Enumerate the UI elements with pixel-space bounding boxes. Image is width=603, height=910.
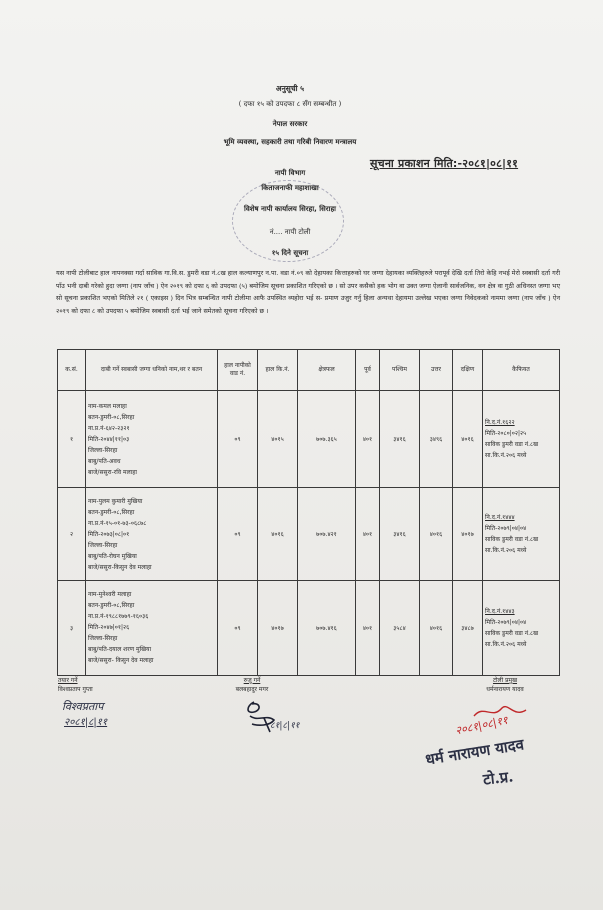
cell-serial: ३ xyxy=(58,580,86,675)
cell-kitta: ४०१५ xyxy=(258,391,298,488)
cell-ward: ०९ xyxy=(218,580,258,675)
notice-body: यस नापी टोलीबाट हाल नापनक्सा गर्दा साविक गा.वि.स. डुमरी वडा नं.८ख हाल कल्याणपुर न.पा. वडा नं.०९ को देहायका कित्ताहरुको घर जग्गा देहायका व्यक्तिहरुले परापूर्व देखि दर्ता तिरो केहि नभई मेरो स्वबासी दर्ता गरी पाँउ भनी दाबी गरेको हुदा जग्गा (नाप जाँच ) ऐन २०१९ को दफा ६ को उपदफा (५) बमोजिम सूचना प्रकाशित गरिएको छ । सो उपर कसैको हक भोग वा उक्त जग्गा ऐलानी सार्वजनिक, वन क्षेत्र वा गुठी अधिनस्त जग्गा भए सो सूचना प्रकाशित भएको मितिले २१ ( एकाइस ) दिन भित्र सम्बन्धित नापी टोलीमा आफै उपस्थित व्यहोरा भई स- प्रमाण उजुर गर्नु हिला अन्यथा देहायमा उल्लेख भएका जग्गा निवेदकको नाममा जग्गा (नाप जाँच ) ऐन २०१९ को दफा ८ को उपदफा ५ बमोजिम स्वबासी दर्ता भई जाने समेतको सूचना गरिएको छ । xyxy=(56,269,560,315)
table-row xyxy=(58,580,560,675)
remark-ward: साविक डुमरी वडा नं.८ख xyxy=(485,536,539,543)
remark-parcel: सा.कि.नं.२०६ मध्ये xyxy=(485,547,527,554)
cell-west: ३५८४ xyxy=(380,580,420,675)
cell-east: ४०१ xyxy=(356,488,380,581)
remark-date: मिति-२०८०|०२|२५ xyxy=(485,430,527,437)
cell-south: ३४८७ xyxy=(453,580,483,675)
schedule-heading: अनुसूची ५ xyxy=(275,84,305,93)
cell-north: ४०१६ xyxy=(420,488,453,581)
cell-claimant xyxy=(86,580,218,675)
survey-team: नं.... नापी टोली xyxy=(269,228,311,236)
claimant-grandfather: बाजे/ससुरा- किसुन देव मलाहा xyxy=(88,657,154,665)
cell-kitta: ४०१७ xyxy=(258,580,298,675)
prepared-by-block xyxy=(58,676,93,694)
cell-serial: २ xyxy=(58,488,86,581)
claimant-district: जिल्ला-सिरहा xyxy=(88,635,118,643)
cell-west: ३४१६ xyxy=(380,391,420,488)
cell-area: ७०७.४२१ xyxy=(298,488,356,581)
cell-south: ४०१७ xyxy=(453,488,483,581)
team-chief-block xyxy=(455,676,555,694)
checked-name: बलबहादुर मगर xyxy=(235,686,269,693)
cell-north: ३४९६ xyxy=(420,391,453,488)
cell-claimant xyxy=(86,391,218,488)
claimant-district: जिल्ला-सिरहा xyxy=(88,541,118,549)
cell-remarks xyxy=(483,580,560,675)
remark-reference: नि.द.नं.१६२२ xyxy=(485,419,515,426)
chief-handwritten-name: धर्म नारायण यादव xyxy=(424,735,526,769)
claimant-name: नाम-पुलम कुमारी मुखिया xyxy=(88,497,143,505)
claimant-father: बाबु/पति-रोघन मुखिया xyxy=(88,552,137,560)
table-row xyxy=(58,488,560,581)
remark-ward: साविक डुमरी वडा नं.८ख xyxy=(485,441,539,448)
checked-date: ८१|८|११ xyxy=(270,721,300,731)
cell-remarks xyxy=(483,391,560,488)
cell-east: ४०१ xyxy=(356,580,380,675)
col-east: पूर्व xyxy=(356,350,380,391)
claimant-address: बतन-डुमरी-०८,सिरहा xyxy=(88,508,135,516)
claimant-district: जिल्ला-सिरहा xyxy=(88,446,118,454)
claimant-citizenship: ना.प्र.नं-६४२-२३२१ xyxy=(88,424,130,432)
cell-area: ७०७.३६५ xyxy=(298,391,356,488)
chief-label: टोली प्रमुख xyxy=(492,677,518,684)
claimant-date: मिति-२०७३|०८|०१ xyxy=(88,530,130,538)
notice-title: १५ दिने सूचना xyxy=(271,249,309,257)
col-ward: हाल नापीको वाड नं. xyxy=(218,350,258,391)
cell-kitta: ४०१६ xyxy=(258,488,298,581)
chief-red-date: २०८१|०८|११ xyxy=(454,713,509,738)
claimant-citizenship: ना.प्र.नं-१९८८१७७९-१६०३६ xyxy=(88,613,149,621)
cell-south: ४०१६ xyxy=(453,391,483,488)
department-name: नापी विभाग xyxy=(274,169,306,177)
claimant-name: नाम-कमल मलाहा xyxy=(88,402,127,410)
claimant-father: बाबु/पति-अवध xyxy=(88,457,121,465)
prepared-label: तयार गर्ने xyxy=(58,677,78,684)
claimant-grandfather: बाजे/ससुरा-रवि मलाहा xyxy=(88,468,137,476)
checked-by-block xyxy=(212,676,292,694)
cell-area: ७०७.४१६ xyxy=(298,580,356,675)
office-line-2: विशेष नापी कार्यालय सिरहा, सिराहा xyxy=(244,205,336,213)
claimant-name: नाम-मुनेश्वरी मलाहा xyxy=(88,591,132,599)
remark-date: मिति-२०७९|०४|०४ xyxy=(485,525,527,532)
prepared-name: विश्वप्रताप गुप्ता xyxy=(58,686,93,693)
cell-east: ४०१ xyxy=(356,391,380,488)
col-west: पश्चिम xyxy=(380,350,420,391)
claimant-address: बतन-डुमरी-०८,सिरहा xyxy=(88,602,135,610)
office-line-1: किताजनाफी महाशाखा xyxy=(261,184,319,192)
ministry-name: भूमि व्यवस्था, सहकारी तथा गरिबी निवारण मन्त्रालय xyxy=(223,138,357,146)
col-remarks: कैफियत xyxy=(483,350,560,391)
col-serial: क.सं. xyxy=(58,350,86,391)
cell-ward: ०९ xyxy=(218,488,258,581)
col-claimant: दाबी गर्ने स्वबासी जग्गा धनिको नाम,थर र बतन xyxy=(86,350,218,391)
notice-publish-date: सूचना प्रकाशन मिति:-२०८१|०८|११ xyxy=(370,157,519,170)
claimant-father: बाबु/पति-दयाल शरण मुखिया xyxy=(88,646,152,654)
claimant-date: मिति-२०४४|११|०३ xyxy=(88,435,130,443)
claimant-citizenship: ना.प्र.नं-१५-०१-७३-०६८७८ xyxy=(88,519,147,527)
cell-north: ४०१६ xyxy=(420,580,453,675)
remark-reference: नि.द.नं.१४४३ xyxy=(485,607,515,615)
claimant-address: बतन-डुमरी-०८,सिरहा xyxy=(88,413,135,421)
cell-ward: ०९ xyxy=(218,391,258,488)
chief-handwritten-title: टो.प्र. xyxy=(482,767,515,789)
claims-table xyxy=(57,349,560,676)
col-south: दक्षिण xyxy=(453,350,483,391)
table-header-row xyxy=(58,350,560,391)
col-north: उत्तर xyxy=(420,350,453,391)
government-name: नेपाल सरकार xyxy=(272,120,308,128)
remark-reference: नि.द.नं.१४४४ xyxy=(485,514,515,521)
chief-name: धर्मनारायण यादव xyxy=(486,686,524,693)
checked-label: रुजु गर्ने xyxy=(243,677,261,684)
remark-ward: साविक डुमरी वडा नं.८ख xyxy=(485,629,539,637)
rule-reference: ( दफा १५ को उपदफा ८ सँग सम्बन्धीत ) xyxy=(238,100,342,108)
cell-serial: १ xyxy=(58,391,86,488)
cell-west: ३४१६ xyxy=(380,488,420,581)
claimant-grandfather: बाजे/ससुरा-किसुन देव मलाहा xyxy=(88,563,152,571)
table-row xyxy=(58,391,560,488)
claimant-date: मिति-२०४७|०१|२६ xyxy=(88,624,130,632)
cell-remarks xyxy=(483,488,560,581)
prepared-signature: विश्वप्रताप xyxy=(62,700,104,713)
remark-parcel: सा.कि.नं.२०६ मध्ये xyxy=(485,452,527,459)
prepared-date: २०८१|८|११ xyxy=(64,717,108,728)
col-area: क्षेत्रफल xyxy=(298,350,356,391)
cell-claimant xyxy=(86,488,218,581)
remark-parcel: सा.कि.नं.२०६ मध्ये xyxy=(485,640,527,648)
col-kitta: हाल कि.नं. xyxy=(258,350,298,391)
remark-date: मिति-२०७९|०४|०४ xyxy=(485,618,527,626)
